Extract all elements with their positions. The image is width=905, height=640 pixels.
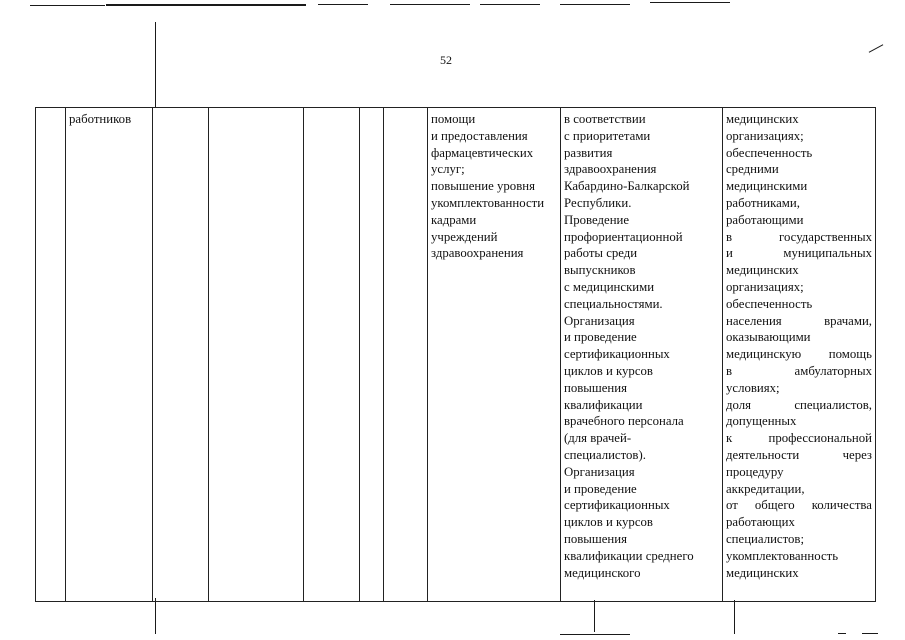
text-line: и проведение <box>564 330 637 345</box>
scan-artifact-vert-4 <box>734 600 735 634</box>
text-line: фармацевтических <box>431 145 534 160</box>
text-line: в соответствии <box>564 112 646 126</box>
text-line: к профессиональной <box>726 431 872 446</box>
text-line: учреждений <box>431 229 498 244</box>
text-line: профориентационной <box>564 229 683 244</box>
text-line: медицинскими <box>726 179 808 194</box>
scan-artifact-slash <box>869 44 884 52</box>
text-line: циклов и курсов <box>564 515 653 530</box>
text-line: допущенных <box>726 414 797 429</box>
text-line: специалистов; <box>726 531 805 546</box>
text-line: здравоохранения <box>431 246 524 261</box>
text-line: услуг; <box>431 162 465 177</box>
text-line: укомплектованность <box>726 548 839 563</box>
text-line: работы среди <box>564 246 638 261</box>
text-line: организациях; <box>726 128 804 143</box>
text-line: Кабардино-Балкарской <box>564 179 690 194</box>
table-cell-col3 <box>153 108 209 602</box>
text-line: здравоохранения <box>564 162 657 177</box>
table-row <box>36 108 876 602</box>
scan-artifact-top-3 <box>318 4 368 5</box>
scan-artifact-top-2 <box>106 4 306 6</box>
table-cell-col10 <box>723 108 876 602</box>
text-line: медицинских <box>726 565 799 580</box>
text-line: Республики. <box>564 195 632 210</box>
cell-text-workers: работников <box>69 112 132 126</box>
text-line: повышение уровня <box>431 179 535 194</box>
scan-artifact-top-6 <box>560 4 630 5</box>
scan-artifact-top-7 <box>650 2 730 3</box>
text-line: развития <box>564 145 613 160</box>
table-cell-col6 <box>360 108 384 602</box>
table-cell-col2 <box>66 108 153 602</box>
table-cell-col1 <box>36 108 66 602</box>
scan-artifact-top-4 <box>390 4 470 5</box>
text-line: медицинскую помощь <box>726 347 872 362</box>
text-line: кадрами <box>431 212 477 227</box>
text-line: с приоритетами <box>564 128 651 143</box>
text-line: циклов и курсов <box>564 363 653 378</box>
text-line: укомплектованности <box>431 195 545 210</box>
scan-artifact-vert-2 <box>155 598 156 634</box>
table-cell-col7 <box>384 108 428 602</box>
scan-artifact-vert-3 <box>594 600 595 632</box>
scan-artifact-top-1 <box>30 5 105 6</box>
text-line: и предоставления <box>431 128 528 143</box>
table-cell-col8 <box>428 108 561 602</box>
text-line: в государственных <box>726 229 872 244</box>
text-line: (для врачей- <box>564 431 632 446</box>
text-line: квалификации <box>564 397 643 412</box>
table-cell-col9 <box>561 108 723 602</box>
text-line: помощи <box>431 112 476 126</box>
text-line: работающих <box>726 515 795 530</box>
page-number: 52 <box>440 53 452 67</box>
text-line: медицинских <box>726 112 799 126</box>
text-line: и муниципальных <box>726 246 872 261</box>
text-line: Проведение <box>564 212 630 227</box>
text-line: средними <box>726 162 779 177</box>
scan-artifact-bottom-3 <box>862 633 878 634</box>
text-line: доля специалистов, <box>726 397 872 412</box>
text-line: с медицинскими <box>564 279 655 294</box>
table-cell-col4 <box>209 108 304 602</box>
text-line: и проведение <box>564 481 637 496</box>
text-line: сертификационных <box>564 498 670 513</box>
text-line: Организация <box>564 313 635 328</box>
text-line: оказывающими <box>726 330 811 345</box>
scan-artifact-vert-1 <box>155 22 156 107</box>
scan-artifact-top-5 <box>480 4 540 5</box>
text-line: Организация <box>564 464 635 479</box>
text-line: специальностями. <box>564 296 663 311</box>
text-line: аккредитации, <box>726 481 805 496</box>
text-line: повышения <box>564 531 628 546</box>
text-line: от общего количества <box>726 498 872 513</box>
text-line: условиях; <box>726 380 780 395</box>
text-line: работниками, <box>726 195 800 210</box>
text-line: специалистов). <box>564 447 646 462</box>
text-line: медицинского <box>564 565 641 580</box>
text-line: организациях; <box>726 279 804 294</box>
text-line: населения врачами, <box>726 313 872 328</box>
text-line: процедуру <box>726 464 784 479</box>
scan-artifact-bottom-1 <box>560 634 630 635</box>
text-line: работающими <box>726 212 804 227</box>
text-line: медицинских <box>726 263 799 278</box>
text-line: выпускников <box>564 263 636 278</box>
scan-artifact-bottom-2 <box>838 633 846 634</box>
text-line: обеспеченность <box>726 296 813 311</box>
text-line: врачебного персонала <box>564 414 684 429</box>
text-line: повышения <box>564 380 628 395</box>
text-line: деятельности через <box>726 447 872 462</box>
text-line: квалификации среднего <box>564 548 694 563</box>
text-line: сертификационных <box>564 347 670 362</box>
text-line: обеспеченность <box>726 145 813 160</box>
document-table <box>35 107 876 602</box>
table-cell-col5 <box>304 108 360 602</box>
text-line: в амбулаторных <box>726 363 872 378</box>
